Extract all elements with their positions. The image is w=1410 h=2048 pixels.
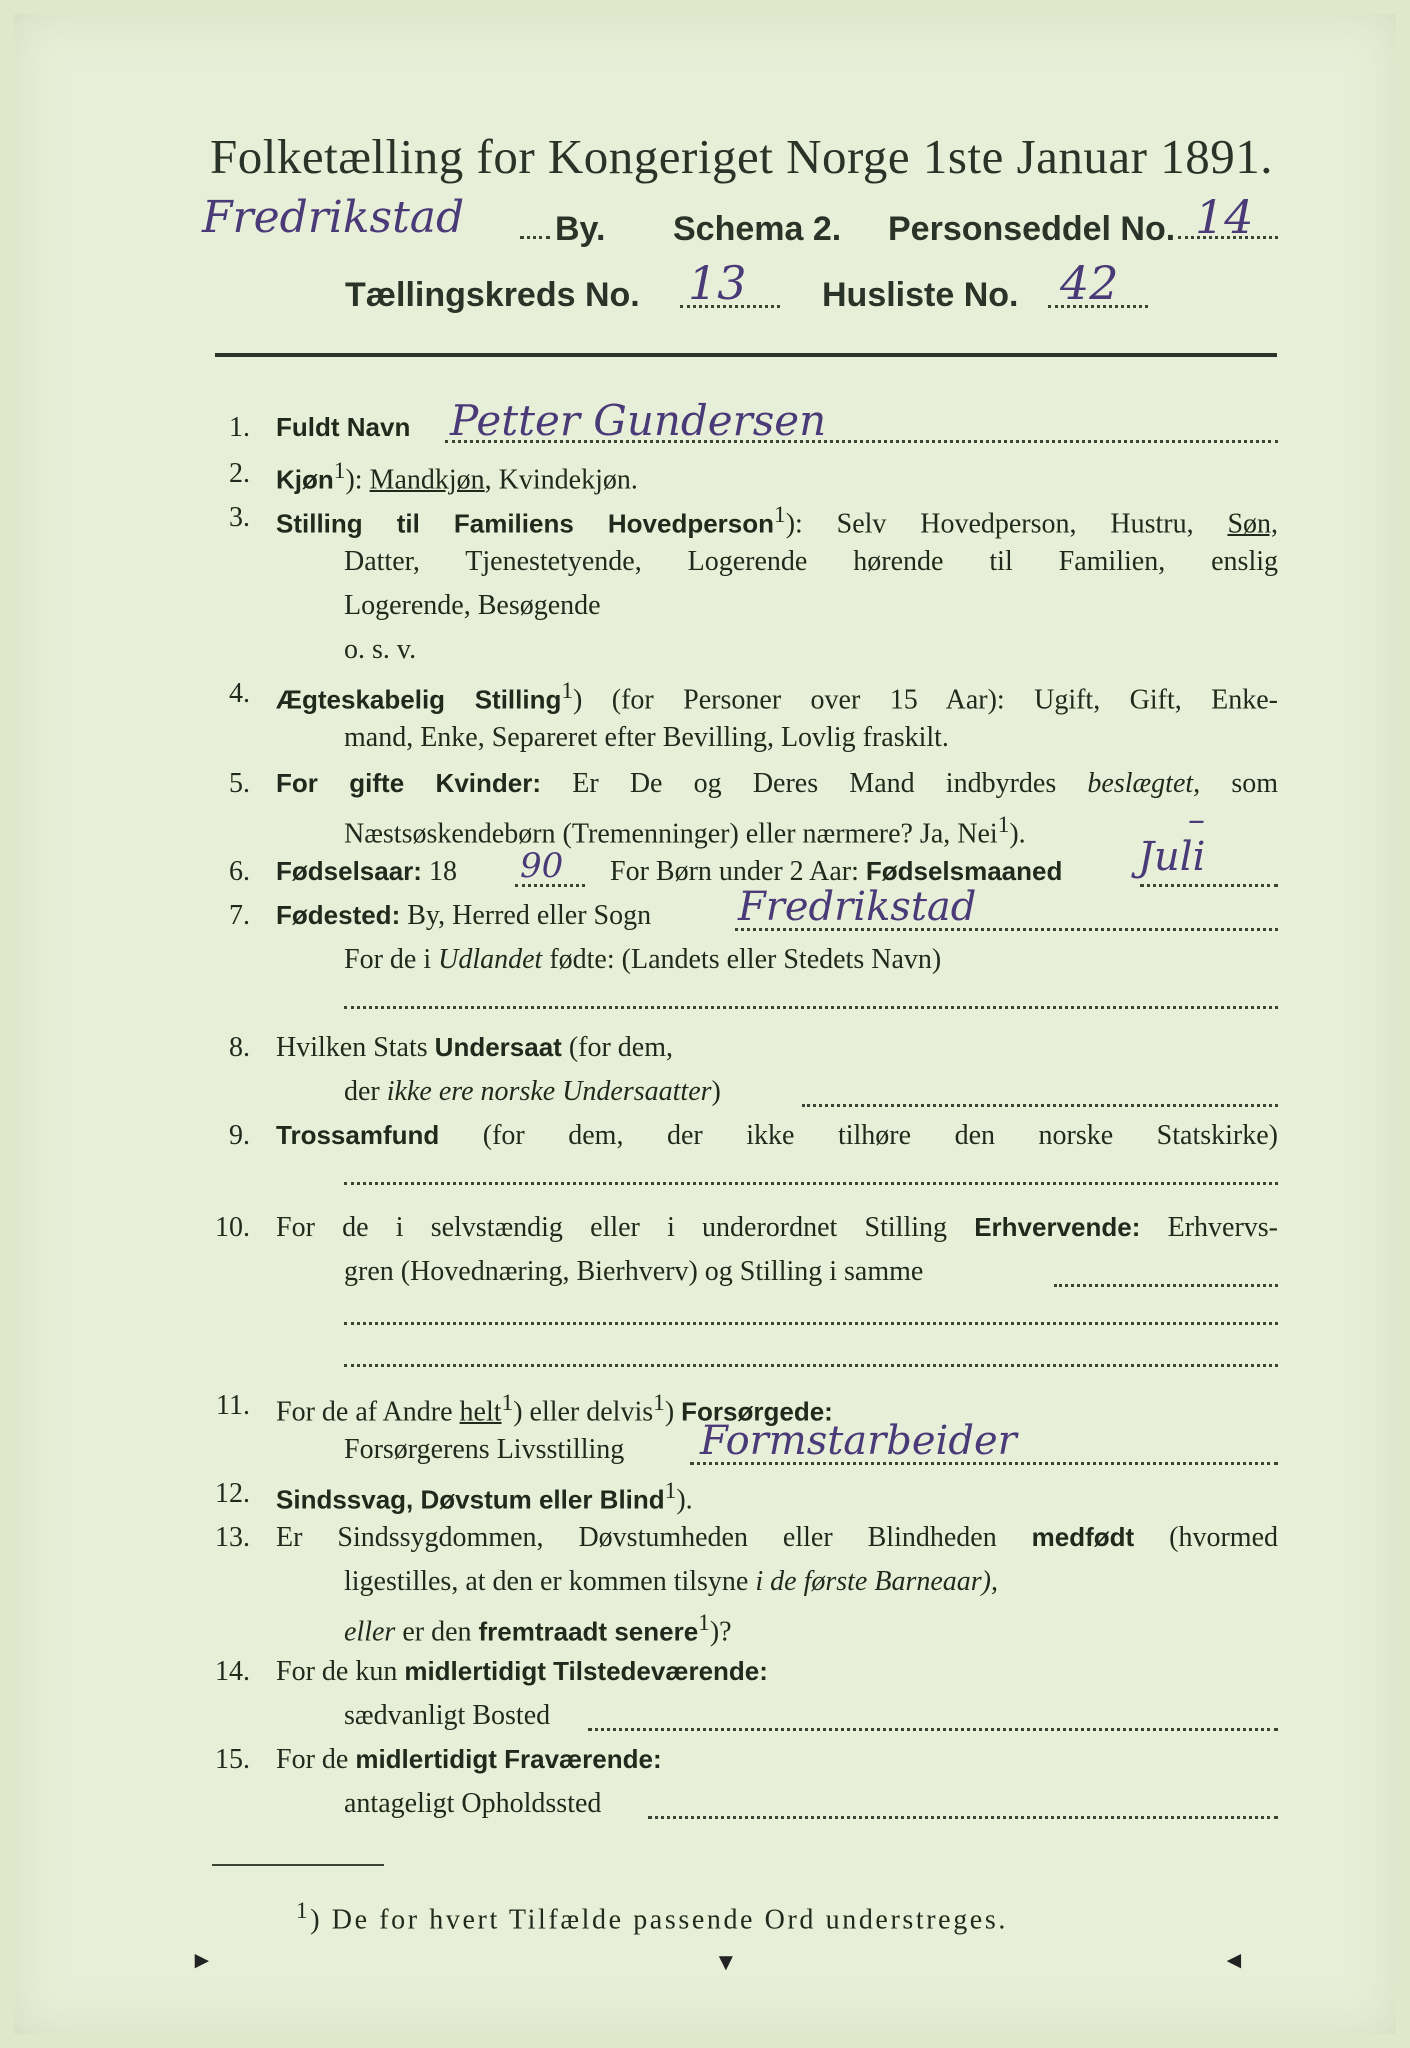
item-13-label: medfødt <box>1031 1522 1135 1552</box>
item-7-line-2: For de i Udlandet fødte: (Landets eller Stedets Navn) <box>344 944 942 975</box>
registration-mark-center-icon: ▼ <box>714 1950 738 1976</box>
personseddel-handwritten: 14 <box>1195 190 1254 244</box>
item-15-number: 15. <box>215 1744 250 1775</box>
city-dotted-line <box>520 236 550 239</box>
item-5-label: For gifte Kvinder: <box>276 768 542 798</box>
item-5-line-1: For gifte Kvinder: Er De og Deres Mand indbyrdes beslægtet, som <box>276 768 1279 799</box>
item-13-number: 13. <box>215 1522 250 1553</box>
item-11-label: Forsørgede: <box>681 1396 833 1427</box>
husliste-label: Husliste No. <box>822 276 1019 314</box>
item-3-option-son: Søn, <box>1227 508 1279 540</box>
item-14-line-2: sædvanligt Bosted <box>344 1700 551 1731</box>
item-15-line-1: For de midlertidigt Fraværende: <box>276 1744 662 1775</box>
item-10-number: 10. <box>215 1212 250 1243</box>
item-9-number: 9. <box>229 1120 250 1151</box>
item-7-label: Fødested: <box>276 900 401 930</box>
item-13-line-1: Er Sindssygdommen, Døvstumheden eller Blindheden medfødt (hvormed <box>276 1522 1279 1553</box>
item-7-number: 7. <box>229 900 250 931</box>
item-13-line-2: ligestilles, at den er kommen tilsyne i de første Barneaar), <box>344 1566 998 1597</box>
item-1-line <box>276 412 410 444</box>
item-13-label-2: fremtraadt senere <box>478 1616 699 1647</box>
item-6-year-handwritten: 90 <box>520 846 564 886</box>
schema-label: Schema 2. <box>673 210 842 248</box>
item-8-dotted-line <box>802 1104 1278 1107</box>
item-6-text-b: For Børn under 2 Aar: Fødselsmaaned <box>610 856 1063 887</box>
item-9-line-1: Trossamfund (for dem, der ikke tilhøre den norske Statskirke) <box>276 1120 1278 1151</box>
item-11-number: 11. <box>216 1390 250 1421</box>
taellingskreds-dotted-line <box>680 305 780 308</box>
item-1-dotted-line <box>445 440 1278 443</box>
item-12-line: Sindssvag, Døvstum eller Blind$^1$). <box>276 1478 693 1516</box>
item-11-option-helt: helt <box>459 1396 502 1428</box>
item-4-line-1: Ægteskabelig Stilling$^1$) (for Personer over 15 Aar): Ugift, Gift, Enke- <box>276 678 1278 716</box>
item-3-line-1: Stilling til Familiens Hovedperson$^1$): Selv Hovedperson, Hustru, Søn, <box>276 502 1279 540</box>
registration-mark-left-icon: ► <box>190 1948 214 1974</box>
by-label: By. <box>555 210 606 248</box>
footnote-rule <box>212 1864 384 1866</box>
item-8-number: 8. <box>229 1032 250 1063</box>
item-6-number: 6. <box>229 856 250 887</box>
taellingskreds-handwritten: 13 <box>688 256 747 310</box>
item-8-line-2: der ikke ere norske Undersaatter) <box>344 1076 721 1107</box>
item-11-dotted-line <box>690 1462 1278 1465</box>
personseddel-dotted-line <box>1178 236 1278 239</box>
item-10-dotted-line-1 <box>1054 1284 1278 1287</box>
item-10-label: Erhvervende: <box>974 1212 1141 1242</box>
item-6-line: Fødselsaar: 18 <box>276 856 457 887</box>
item-5-handwritten: – <box>1188 800 1205 840</box>
item-3-number: 3. <box>229 502 250 533</box>
item-2-label: Kjøn <box>276 464 334 495</box>
item-4-line-2: mand, Enke, Separeret efter Bevilling, Lovlig fraskilt. <box>344 722 949 753</box>
item-11-line-1: For de af Andre helt$^1$) eller delvis$^1$) Forsørgede: <box>276 1390 833 1428</box>
item-5-line-2: Næstsøskendebørn (Tremenninger) eller nærmere? Ja, Nei$^1$). <box>344 812 1026 850</box>
item-14-label: midlertidigt Tilstedeværende: <box>404 1656 768 1686</box>
item-6-month-handwritten: Juli <box>1138 834 1206 880</box>
item-2-number: 2. <box>229 458 250 489</box>
husliste-handwritten: 42 <box>1060 256 1119 310</box>
item-9-dotted-line <box>344 1182 1278 1185</box>
item-7-line-1: Fødested: By, Herred eller Sogn <box>276 900 652 931</box>
item-15-dotted-line <box>648 1816 1278 1819</box>
item-6-month-dotted <box>1140 884 1278 887</box>
item-1-number: 1. <box>229 412 250 443</box>
item-4-label: Ægteskabelig Stilling <box>276 684 562 715</box>
item-14-number: 14. <box>215 1656 250 1687</box>
item-8-line-1: Hvilken Stats Undersaat (for dem, <box>276 1032 674 1063</box>
header-rule <box>215 353 1277 357</box>
form-title: Folketælling for Kongeriget Norge 1ste Januar 1891. <box>210 129 1273 184</box>
item-2-option-mandkjon: Mandkjøn <box>369 464 485 496</box>
city-handwritten: Fredrikstad <box>202 192 465 243</box>
item-3-label: Stilling til Familiens Hovedperson <box>276 508 775 539</box>
item-14-line-1: For de kun midlertidigt Tilstedeværende: <box>276 1656 768 1687</box>
taellingskreds-label: Tællingskreds No. <box>345 276 640 314</box>
item-2-line: Kjøn$^1$): Mandkjøn, Kvindekjøn. <box>276 458 638 496</box>
item-15-label: midlertidigt Fraværende: <box>355 1744 662 1774</box>
item-7-handwritten-place: Fredrikstad <box>738 884 977 930</box>
item-10-dotted-line-3 <box>344 1364 1278 1367</box>
item-3-line-2: Datter, Tjenestetyende, Logerende hørende til Familien, enslig <box>344 546 1278 577</box>
item-8-label: Undersaat <box>434 1032 562 1062</box>
item-5-number: 5. <box>229 768 250 799</box>
item-6-year-dotted <box>515 884 585 887</box>
item-4-number: 4. <box>229 678 250 709</box>
item-12-number: 12. <box>215 1478 250 1509</box>
item-10-dotted-line-2 <box>344 1322 1278 1325</box>
personseddel-label: Personseddel No. <box>888 210 1176 248</box>
item-11-line-2: Forsørgerens Livsstilling <box>344 1434 625 1465</box>
footnote: $^1$) De for hvert Tilfælde passende Ord understreges. <box>296 1898 1008 1936</box>
item-12-label: Sindssvag, Døvstum eller Blind <box>276 1484 665 1515</box>
item-11-handwritten-occupation: Formstarbeider <box>700 1418 1017 1464</box>
item-10-line-1: For de i selvstændig eller i underordnet Stilling Erhvervende: Erhvervs- <box>276 1212 1279 1243</box>
registration-mark-right-icon: ◄ <box>1222 1948 1246 1974</box>
item-1-label: Fuldt Navn <box>276 412 411 442</box>
item-15-line-2: antageligt Opholdssted <box>344 1788 602 1819</box>
item-6-label-2: Fødselsmaaned <box>865 856 1063 886</box>
item-6-label: Fødselsaar: <box>276 856 422 886</box>
husliste-dotted-line <box>1048 305 1148 308</box>
item-7-extra-dotted-line <box>344 1006 1278 1009</box>
item-7-dotted-line <box>735 928 1278 931</box>
item-13-line-3: eller er den fremtraadt senere$^1$)? <box>344 1610 732 1648</box>
item-3-line-3: Logerende, Besøgende <box>344 590 601 621</box>
item-3-line-4: o. s. v. <box>344 634 417 665</box>
item-14-dotted-line <box>588 1728 1278 1731</box>
item-10-line-2: gren (Hovednæring, Bierhverv) og Stilling i samme <box>344 1256 924 1287</box>
item-1-handwritten-name: Petter Gundersen <box>450 396 827 445</box>
item-9-label: Trossamfund <box>276 1120 440 1150</box>
